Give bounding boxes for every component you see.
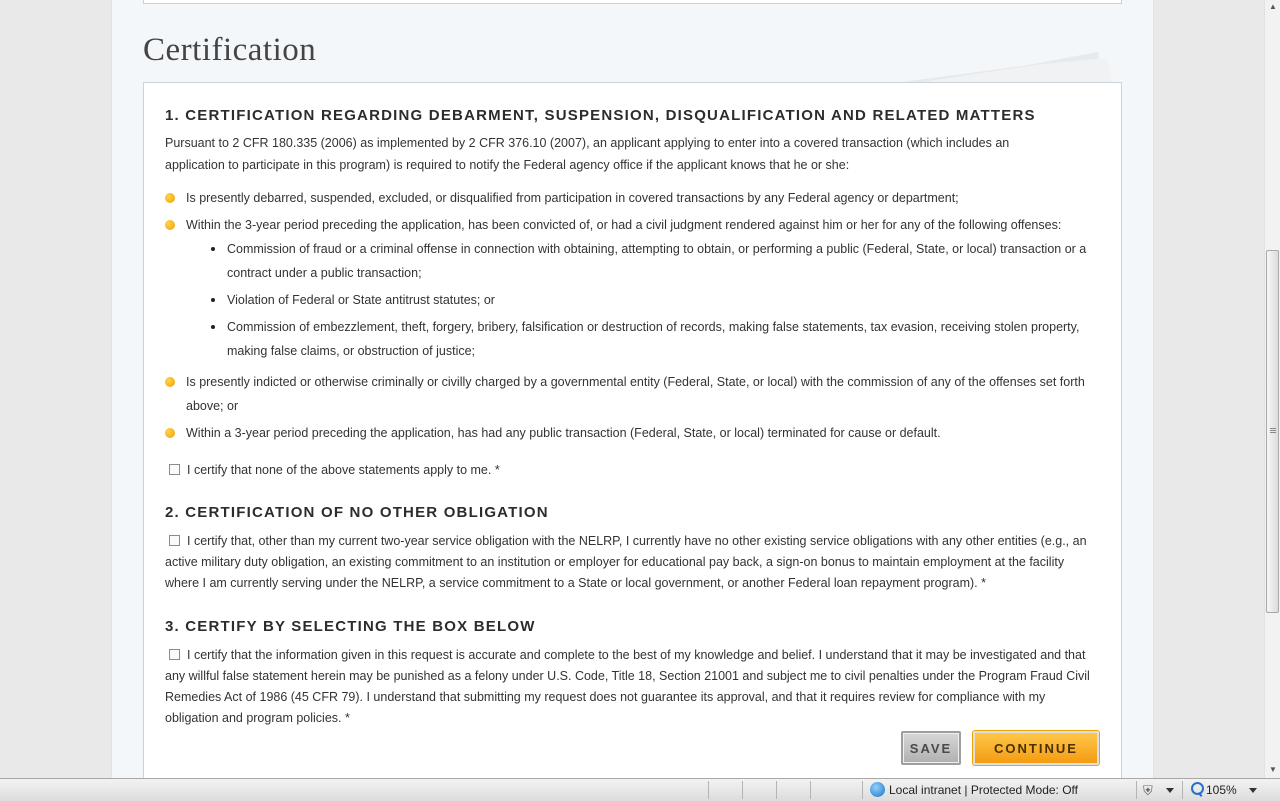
certify-accurate-label: I certify that the information given in this request is accurate and complete to the best of my knowledge and belief. I understand that it may be investigated and that any willful false statement herein may be punished as a felony under U.S. Code, Title 18, Section 21001 and subject me to civil penalties under the Program Fraud Civil Remedies Act of 1986 (45 CFR 79). I understand that submitting my request does not guarantee its approval, and that it requires review for compliance with my obligation and program policies. * [165, 648, 1090, 725]
certify-accurate-row[interactable] [165, 645, 1100, 729]
certify-no-obligation-checkbox[interactable] [169, 535, 180, 546]
globe-icon [870, 782, 885, 797]
vertical-scrollbar[interactable] [1264, 0, 1280, 778]
certify-none-apply-label: I certify that none of the above statements apply to me. * [187, 463, 500, 477]
intro-line-1: Pursuant to 2 CFR 180.335 (2006) as implemented by 2 CFR 376.10 (2007), an applicant applying to enter into a covered transaction (which includes an [165, 136, 1010, 150]
section-1-title: 1. CERTIFICATION REGARDING DEBARMENT, SUSPENSION, DISQUALIFICATION AND RELATED MATTERS [165, 107, 1036, 124]
section-3-title: 3. CERTIFY BY SELECTING THE BOX BELOW [165, 618, 536, 635]
paper-stack-decoration [902, 52, 1112, 82]
zoom-level[interactable]: 105% [1206, 783, 1237, 797]
status-bar [0, 778, 1280, 801]
status-divider [742, 781, 743, 799]
page-content [111, 0, 1154, 778]
bullet-dot-icon [165, 220, 175, 230]
status-divider [1136, 781, 1137, 799]
dropdown-arrow-icon[interactable] [1249, 788, 1257, 793]
shield-icon[interactable]: ⛨ [1143, 783, 1153, 798]
grip-icon [1270, 428, 1276, 429]
scrollbar-thumb[interactable] [1266, 250, 1279, 613]
bullet-dot-icon [165, 377, 175, 387]
certify-accurate-checkbox[interactable] [169, 649, 180, 660]
intro-line-2: application to participate in this program) is required to notify the Federal agency office if the applicant knows that he or she: [165, 158, 850, 172]
section-2-title: 2. CERTIFICATION OF NO OTHER OBLIGATION [165, 504, 549, 521]
scroll-down-icon[interactable]: ▼ [1269, 765, 1277, 774]
status-divider [708, 781, 709, 799]
certification-card: 1. CERTIFICATION REGARDING DEBARMENT, SUSPENSION, DISQUALIFICATION AND RELATED MATTERS Pursuant to 2 CFR 180.335 (2006) as implemented by 2 CFR 376.10 (2007), an applicant applying to enter into a covered transaction (which includes an application to participate in this program) is required to notify the Federal agency office if the applicant knows that he or she: Is presently debarred, suspended, excluded, or disqualified from participation in covered transactions by any Federal agency or department; Within the 3-year period preceding the application, has been convicted of, or had a civil judgment rendered against him or her for any of the following offenses: Commission of fraud or a criminal offense in connection with obtaining, attempting to obtain, or performing a public (Federal, State, or local) transaction or a contract under a public transaction; Violation of Federal or State antitrust statutes; or Commission of embezzlement, theft, forgery, bribery, falsification or destruction of records, making false statements, tax evasion, receiving stolen property, making false claims, or obstruction of justice; Is presently indicted or otherwise criminally or civilly charged by a governmental entity (Federal, State, or local) with the commission of any of the offenses set forth above; or Within a 3-year period preceding the application, has had any public transaction (Federal, State, or local) terminated for cause or default. I certify that none of the above statements apply to me. * 2. CERTIFICATION OF NO OTHER OBLIGATION I certify that, other than my current two-year service obligation with the NELRP, I currently have no other existing service obligations with any other entities (e.g., an active military duty obligation, an existing commitment to an institution or employer for educational pay back, a sign-on bonus to maintain employment at the facility where I am currently serving under the NELRP, a service commitment to a State or local government, or another Federal loan repayment program). * 3. CERTIFY BY SELECTING THE BOX BELOW I certify that the information given in this request is accurate and complete to the best of my knowledge and belief. I understand that it may be investigated and that any willful false statement herein may be punished as a felony under U.S. Code, Title 18, Section 21001 and subject me to civil penalties under the Program Fraud Civil Remedies Act of 1986 (45 CFR 79). I understand that submitting my request does not guarantee its approval, and that it requires review for compliance with my obligation and program policies. * SAVE CONTINUE [143, 82, 1122, 778]
certify-none-apply-row[interactable] [169, 463, 500, 477]
grip-icon [1270, 430, 1276, 431]
bullet-dot-icon [165, 428, 175, 438]
status-divider [776, 781, 777, 799]
sub-bullet-icon [211, 325, 215, 329]
sub-bullet-icon [211, 247, 215, 251]
status-divider [862, 781, 863, 799]
sub-bullet-icon [211, 298, 215, 302]
certify-no-obligation-row[interactable] [165, 531, 1100, 594]
continue-button[interactable]: CONTINUE [973, 731, 1099, 765]
section-1-intro [165, 132, 1100, 176]
certify-no-obligation-label: I certify that, other than my current two-year service obligation with the NELRP, I currently have no other existing service obligations with any other entities (e.g., an active military duty obligation, an existing commitment to an institution or employer for educational pay back, a sign-on bonus to maintain employment at the facility where I am currently serving under the NELRP, a service commitment to a State or local government, or another Federal loan repayment program). * [165, 534, 1087, 590]
security-zone-text: Local intranet | Protected Mode: Off [889, 783, 1078, 797]
bullet-dot-icon [165, 193, 175, 203]
grip-icon [1270, 432, 1276, 433]
save-button[interactable]: SAVE [901, 731, 961, 765]
status-divider [1182, 781, 1183, 799]
scroll-up-icon[interactable]: ▲ [1269, 2, 1277, 11]
status-divider [810, 781, 811, 799]
dropdown-arrow-icon[interactable] [1166, 788, 1174, 793]
page-title: Certification [143, 32, 317, 68]
certify-none-apply-checkbox[interactable] [169, 464, 180, 475]
previous-section-box [143, 0, 1122, 4]
